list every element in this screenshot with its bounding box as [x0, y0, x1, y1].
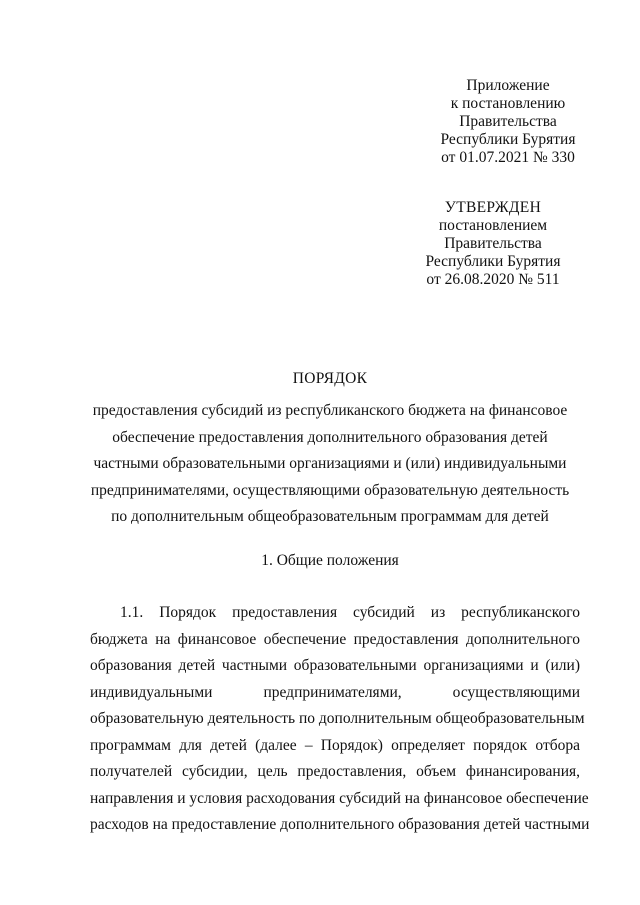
document-subtitle-line: по дополнительным общеобразовательным программам для детей: [111, 508, 549, 525]
document-subtitle-line: предпринимателями, осуществляющими образовательную деятельность: [90, 481, 570, 499]
approval-line: постановлением: [438, 217, 548, 234]
appendix-line: от 01.07.2021 № 330: [441, 149, 575, 166]
paragraph-line: индивидуальными предпринимателями, осуществляющими: [90, 683, 580, 701]
section-paragraph: [90, 600, 590, 839]
section-heading: 1. Общие положения: [261, 552, 399, 569]
paragraph-line: направления и условия расходования субсидий на финансовое обеспечение: [90, 789, 589, 807]
approval-heading: УТВЕРЖДЕН: [444, 199, 542, 216]
paragraph-line: 1.1. Порядок предоставления субсидий из республиканского: [120, 604, 580, 621]
document-subtitle-line: обеспечение предоставления дополнительного образования детей: [112, 428, 548, 446]
approval-line: Правительства: [444, 235, 542, 252]
document-subtitle-line: частными образовательными организациями и (или) индивидуальными: [93, 455, 567, 472]
appendix-line: Правительства: [459, 113, 557, 130]
approval-block: [403, 199, 583, 289]
paragraph-line: образования детей частными образовательными организациями и (или): [90, 657, 580, 674]
paragraph-line: расходов на предоставление дополнительного образования детей частными: [90, 816, 590, 833]
appendix-line: Республики Бурятия: [440, 131, 576, 148]
appendix-block: [418, 77, 598, 167]
paragraph-line: образовательную деятельность по дополнительным общеобразовательным: [90, 710, 585, 727]
document-subtitle-line: предоставления субсидий из республиканского бюджета на финансовое: [92, 402, 568, 419]
document-title: ПОРЯДОК: [292, 370, 368, 387]
paragraph-line: программам для детей (далее – Порядок) определяет порядок отбора: [90, 736, 580, 754]
appendix-line: Приложение: [466, 77, 550, 94]
paragraph-line: получателей субсидии, цель предоставления, объем финансирования,: [90, 763, 580, 780]
approval-line: Республики Бурятия: [425, 253, 561, 270]
document-title-block: [60, 370, 600, 531]
paragraph-line: бюджета на финансовое обеспечение предоставления дополнительного: [90, 630, 580, 648]
appendix-line: к постановлению: [450, 95, 566, 112]
approval-line: от 26.08.2020 № 511: [426, 271, 560, 288]
